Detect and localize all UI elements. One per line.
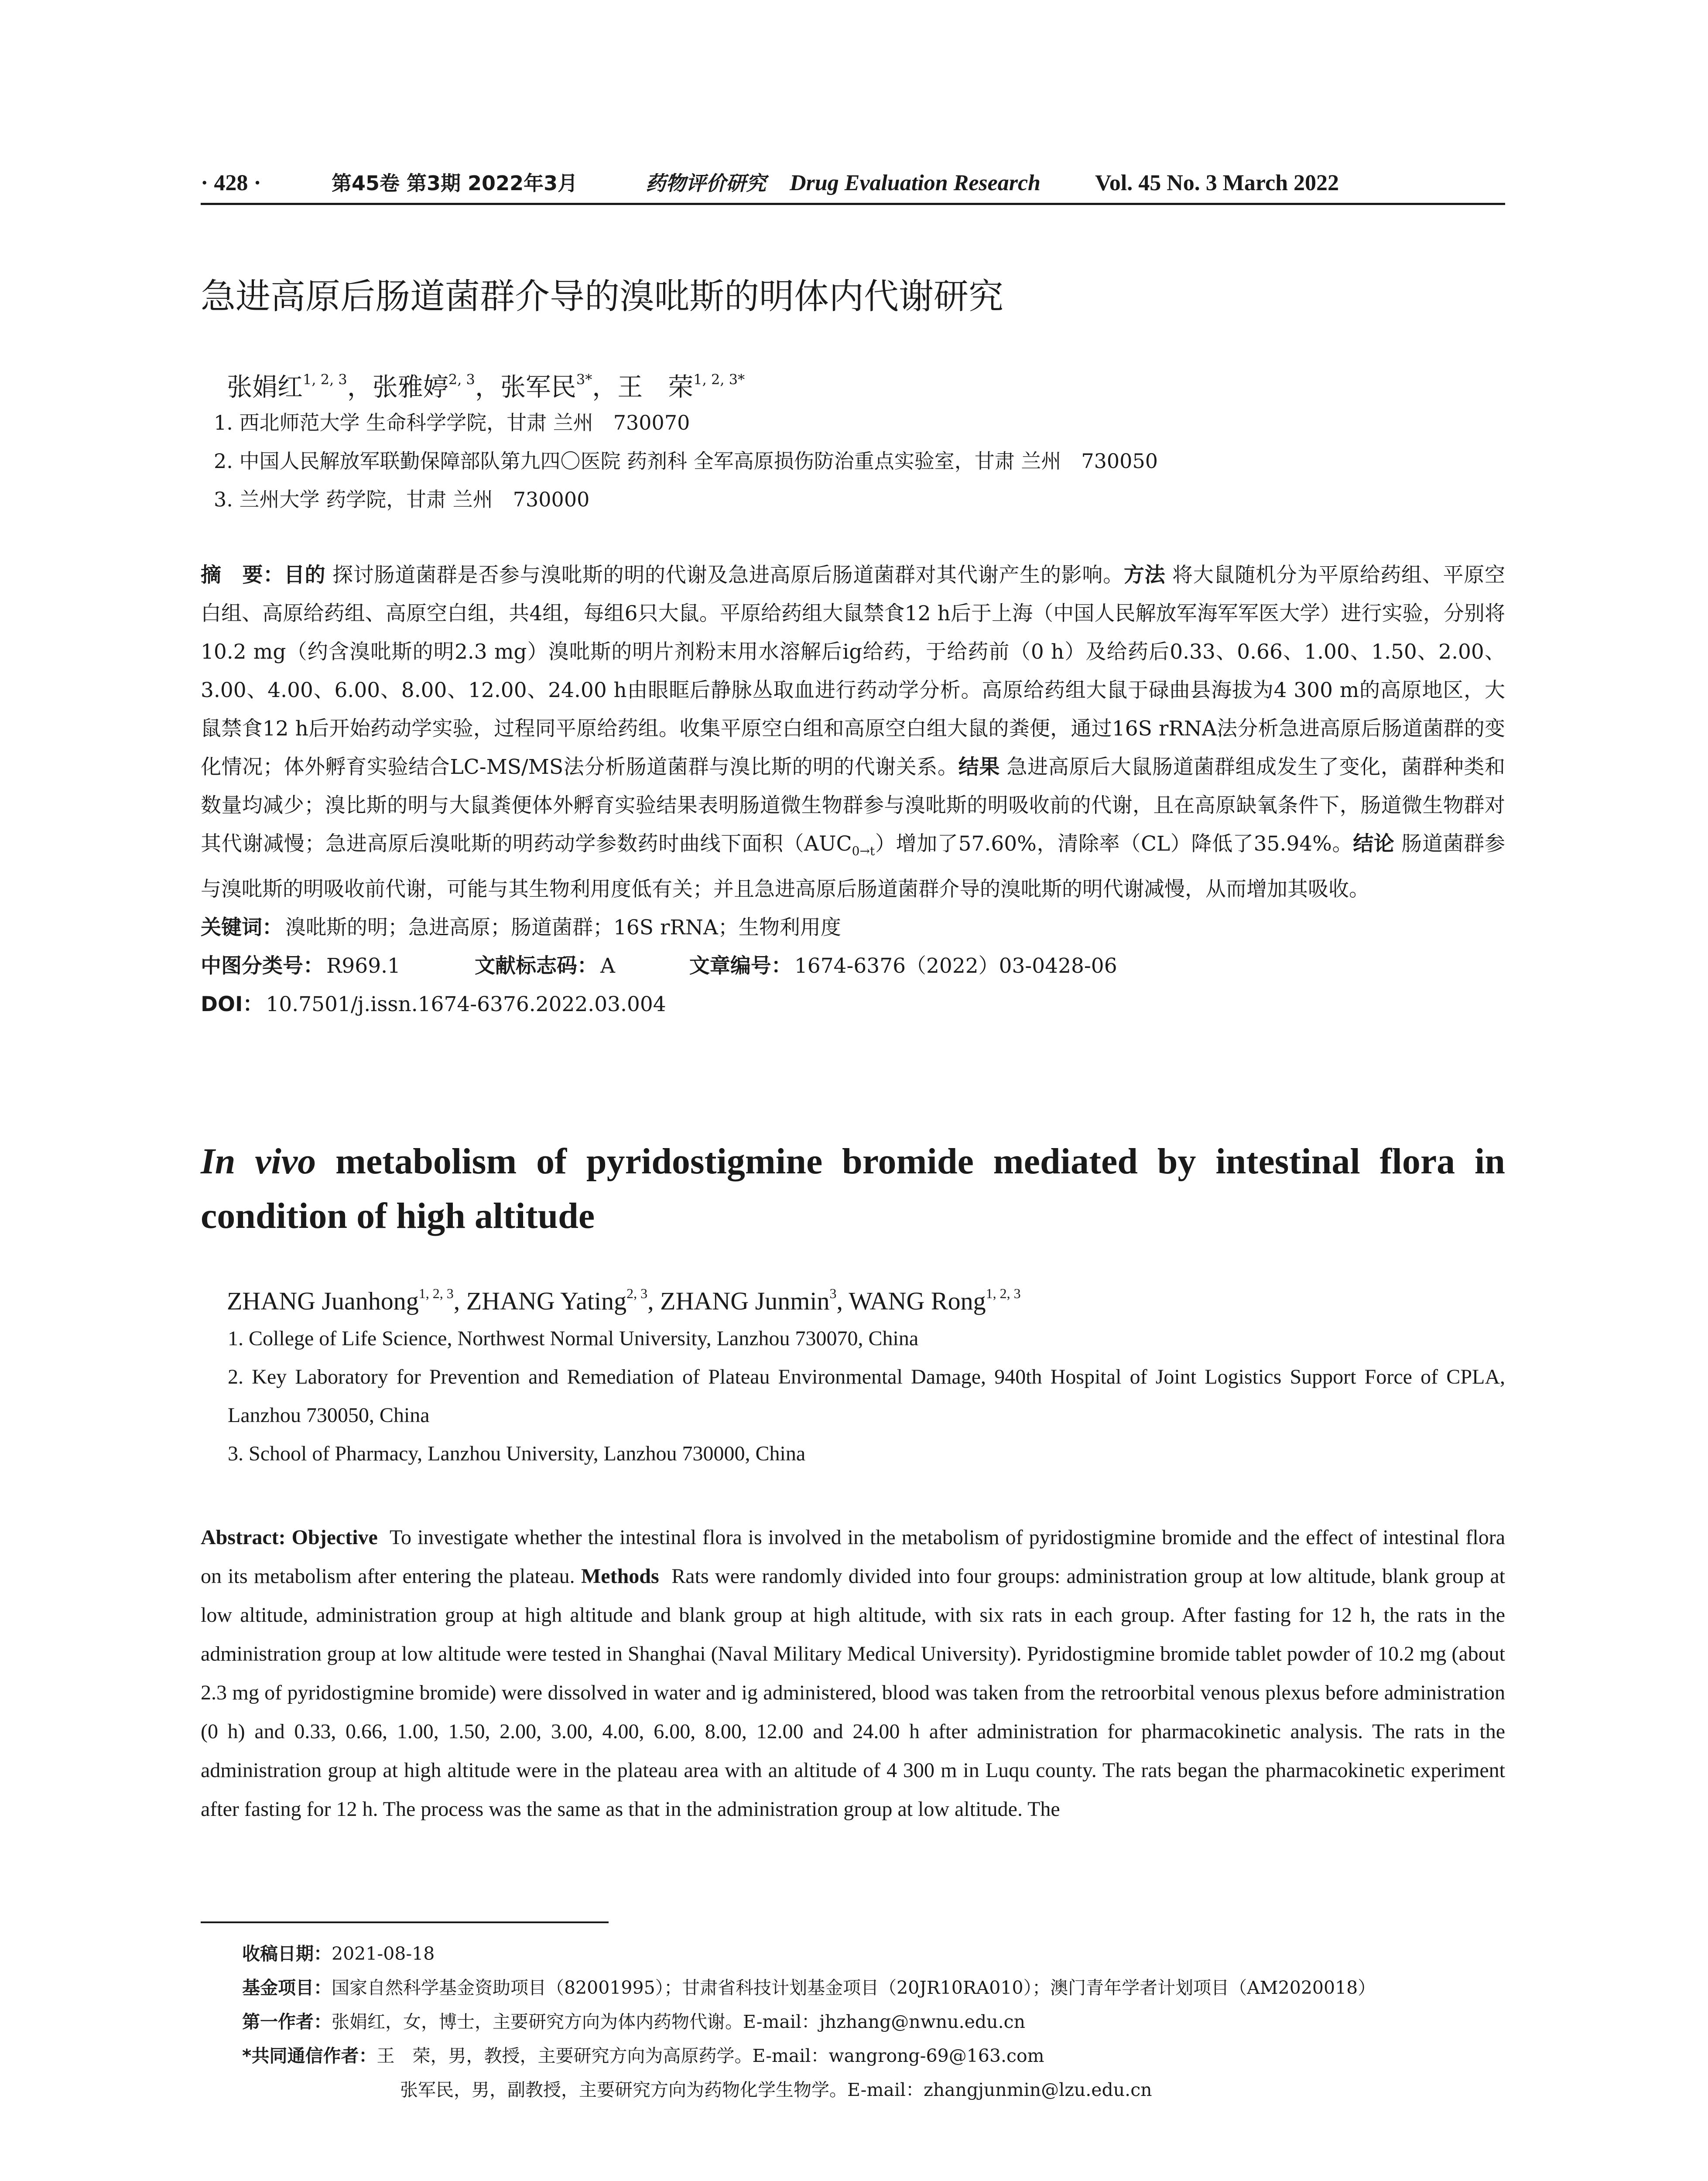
running-header (201, 164, 1505, 205)
author-name: 张娟红 (227, 372, 303, 402)
objective-label: 目的 (284, 563, 326, 587)
methods-text: Rats were randomly divided into four groups: administration group at low altitude, blank group at low altitude, administration group at high altitude and blank group at high altitude, with six rats in each group. After fasting for 12 h, the rats in the administration group at low altitude were tested in Shanghai (Naval Military Medical University). Pyridostigmine bromide tablet powder of 10.2 mg (about 2.3 mg of pyridostigmine bromide) were dissolved in water and ig administered, blood was taken from the retroorbital venous plexus before administration (0 h) and 0.33, 0.66, 1.00, 1.50, 2.00, 3.00, 4.00, 6.00, 8.00, 12.00 and 24.00 h after administration for pharmacokinetic analysis. The rats in the administration group at high altitude were in the plateau area with an altitude of 4 300 m in Luqu county. The rats began the pharmacokinetic experiment after fasting for 12 h. The process was the same as that in the administration group at low altitude. The (201, 1565, 1506, 1821)
title-line2: condition of high altitude (201, 1196, 595, 1236)
author-name: 张雅婷 (372, 372, 448, 402)
doi-value: 10.7501/j.issn.1674-6376.2022.03.004 (266, 992, 666, 1017)
author-affiliation-marker: 1, 2, 3 (303, 371, 347, 388)
first-author-value: 张娟红，女，博士，主要研究方向为体内药物代谢。E-mail：jhzhang@nwnu.edu.cn (332, 2011, 1025, 2032)
author-name: 张军民 (500, 372, 576, 402)
abstract-label: Abstract: (201, 1526, 292, 1549)
received-label: 收稿日期： (242, 1943, 332, 1964)
author-name: ZHANG Yating (466, 1287, 627, 1315)
keywords-cn (201, 909, 1505, 947)
methods-text: 将大鼠随机分为平原给药组、平原空白组、高原给药组、高原空白组，共4组，每组6只大鼠。平原给药组大鼠禁食12 h后于上海（中国人民解放军海军军医大学）进行实验，分别将10.2 mg（约含溴吡斯的明2.3 mg）溴吡斯的明片剂粉末用水溶解后ig给药，于给药前（0 h）及给药后0.33、0.66、1.00、1.50、2.00、3.00、4.00、6.00、8.00、12.00、24.00 h由眼眶后静脉丛取血进行药动学分析。高原给药组大鼠于碌曲县海拔为4 300 m的高原地区，大鼠禁食12 h后开始药动学实验，过程同平原给药组。收集平原空白组和高原空白组大鼠的粪便，通过16S rRNA法分析急进高原后肠道菌群的变化情况；体外孵育实验结合LC-MS/MS法分析肠道菌群与溴比斯的明的代谢关系。 (201, 563, 1506, 779)
clc-label: 中图分类号： (201, 954, 324, 978)
corresponding-label: *共同通信作者： (242, 2045, 377, 2066)
classification-line (201, 947, 1505, 985)
author-affiliation-marker: 1, 2, 3 (418, 1285, 454, 1301)
results-text: 急进高原后大鼠肠道菌群组成发生了变化，菌群种类和数量均减少；溴比斯的明与大鼠粪便体外孵育实验结果表明肠道微生物群参与溴吡斯的明吸收前的代谢，且在高原缺氧条件下，肠道微生物群对其代谢减慢；急进高原后溴吡斯的明药动学参数药时曲线下面积（AUC (201, 755, 1506, 856)
affiliation-item: 1. College of Life Science, Northwest Normal University, Lanzhou 730070, China (228, 1327, 919, 1350)
affiliation-item: 3. School of Pharmacy, Lanzhou University, Lanzhou 730000, China (228, 1442, 806, 1465)
author-affiliation-marker: 1, 2, 3 (986, 1285, 1021, 1301)
journal-logo-cn: 药物评价研究 (646, 171, 766, 195)
author-affiliation-marker: 3 (829, 1285, 837, 1301)
author-name: 王 荣 (617, 372, 694, 402)
footnotes (242, 1937, 1507, 2107)
objective-label: Objective (291, 1526, 378, 1549)
journal-name-en: Drug Evaluation Research (790, 171, 1041, 195)
author-affiliation-marker: 2, 3 (626, 1285, 648, 1301)
article-number-value: 1674-6376（2022）03-0428-06 (794, 954, 1117, 978)
doc-code-value: A (600, 954, 615, 978)
corresponding-value-2: 张军民，男，副教授，主要研究方向为药物化学生物学。E-mail：zhangjunmin@lzu.edu.cn (400, 2079, 1152, 2100)
author-affiliation-marker: 1, 2, 3* (693, 371, 745, 388)
affiliation-item: 2. Key Laboratory for Prevention and Remediation of Plateau Environmental Damage, 940th Hospital of Joint Logistics Support Force of CPLA, Lanzhou 730050, China (228, 1365, 1505, 1427)
footnote-divider (201, 1921, 609, 1923)
affiliation-list-en (228, 1320, 1505, 1473)
methods-label: Methods (581, 1565, 659, 1588)
objective-text: To investigate whether the intestinal flora is involved in the metabolism of pyridostigmine bromide and the effect of intestinal flora on its metabolism after entering the plateau. (201, 1526, 1505, 1588)
title-italic-part: In vivo (201, 1141, 316, 1182)
fund-label: 基金项目： (242, 1977, 332, 1998)
issue-info-cn: 第45卷 第3期 2022年3月 (332, 171, 578, 195)
volume-info-en: Vol. 45 No. 3 March 2022 (1095, 171, 1339, 195)
affiliation-item: 1. 西北师范大学 生命科学学院，甘肃 兰州 730070 (214, 411, 690, 434)
author-name: WANG Rong (849, 1287, 986, 1315)
keywords-value: 溴吡斯的明；急进高原；肠道菌群；16S rRNA；生物利用度 (285, 916, 841, 940)
author-name: ZHANG Junmin (660, 1287, 830, 1315)
abstract-label: 摘 要： (201, 563, 284, 587)
conclusion-text: 肠道菌群参与溴吡斯的明吸收前代谢，可能与其生物利用度低有关；并且急进高原后肠道菌群介导的溴吡斯的明代谢减慢，从而增加其吸收。 (201, 832, 1506, 902)
affiliation-item: 3. 兰州大学 药学院，甘肃 兰州 730000 (214, 488, 590, 511)
affiliation-item: 2. 中国人民解放军联勤保障部队第九四〇医院 药剂科 全军高原损伤防治重点实验室，甘肃 兰州 730050 (214, 449, 1158, 473)
corresponding-value-1: 王 荣，男，教授，主要研究方向为高原药学。E-mail：wangrong-69@163.com (377, 2045, 1044, 2066)
title-line1-rest: metabolism of pyridostigmine bromide mediated by intestinal flora in (316, 1141, 1505, 1182)
clc-value: R969.1 (326, 954, 400, 978)
abstract-cn (201, 556, 1505, 1024)
objective-text: 探讨肠道菌群是否参与溴吡斯的明的代谢及急进高原后肠道菌群对其代谢产生的影响。 (332, 563, 1124, 587)
author-affiliation-marker: 2, 3 (448, 371, 475, 388)
article-title-en (201, 1134, 1505, 1243)
article-title-cn: 急进高原后肠道菌群介导的溴吡斯的明体内代谢研究 (201, 276, 1003, 317)
methods-label: 方法 (1123, 563, 1166, 587)
abstract-en (201, 1518, 1505, 1829)
author-list-en: ZHANG Juanhong$^{1, 2, 3}$, ZHANG Yating$^{2, 3}$, ZHANG Junmin$^3$, WANG Rong$^{1, 2, 3}$ (227, 1285, 1021, 1315)
fund-info (242, 1971, 1507, 2005)
auc-subscript: 0→t (852, 844, 875, 858)
affiliation-list-cn (214, 403, 1505, 519)
corresponding-author-info (242, 2039, 1507, 2073)
results-tail-text: ）增加了57.60%，清除率（CL）降低了35.94%。 (875, 832, 1353, 856)
received-date (242, 1937, 1507, 1971)
fund-value: 国家自然科学基金资助项目（82001995）；甘肃省科技计划基金项目（20JR10RA010）；澳门青年学者计划项目（AM2020018） (332, 1977, 1376, 1998)
article-number-label: 文章编号： (689, 954, 792, 978)
conclusion-label: 结论 (1353, 832, 1395, 856)
doi-line (201, 985, 1505, 1024)
author-name: ZHANG Juanhong (227, 1287, 419, 1315)
keywords-label: 关键词： (201, 916, 283, 940)
doi-label: DOI： (201, 992, 264, 1017)
received-value: 2021-08-18 (332, 1943, 435, 1964)
author-list-cn: 张娟红$^{1, 2, 3}$，张雅婷$^{2, 3}$，张军民$^{3*}$，王 荣$^{1, 2, 3*}$ (227, 371, 745, 402)
page-number: · 428 · (201, 171, 261, 195)
results-label: 结果 (958, 755, 1000, 779)
doc-code-label: 文献标志码： (474, 954, 598, 978)
first-author-label: 第一作者： (242, 2011, 332, 2032)
first-author-info (242, 2005, 1507, 2039)
author-affiliation-marker: 3* (576, 371, 592, 388)
